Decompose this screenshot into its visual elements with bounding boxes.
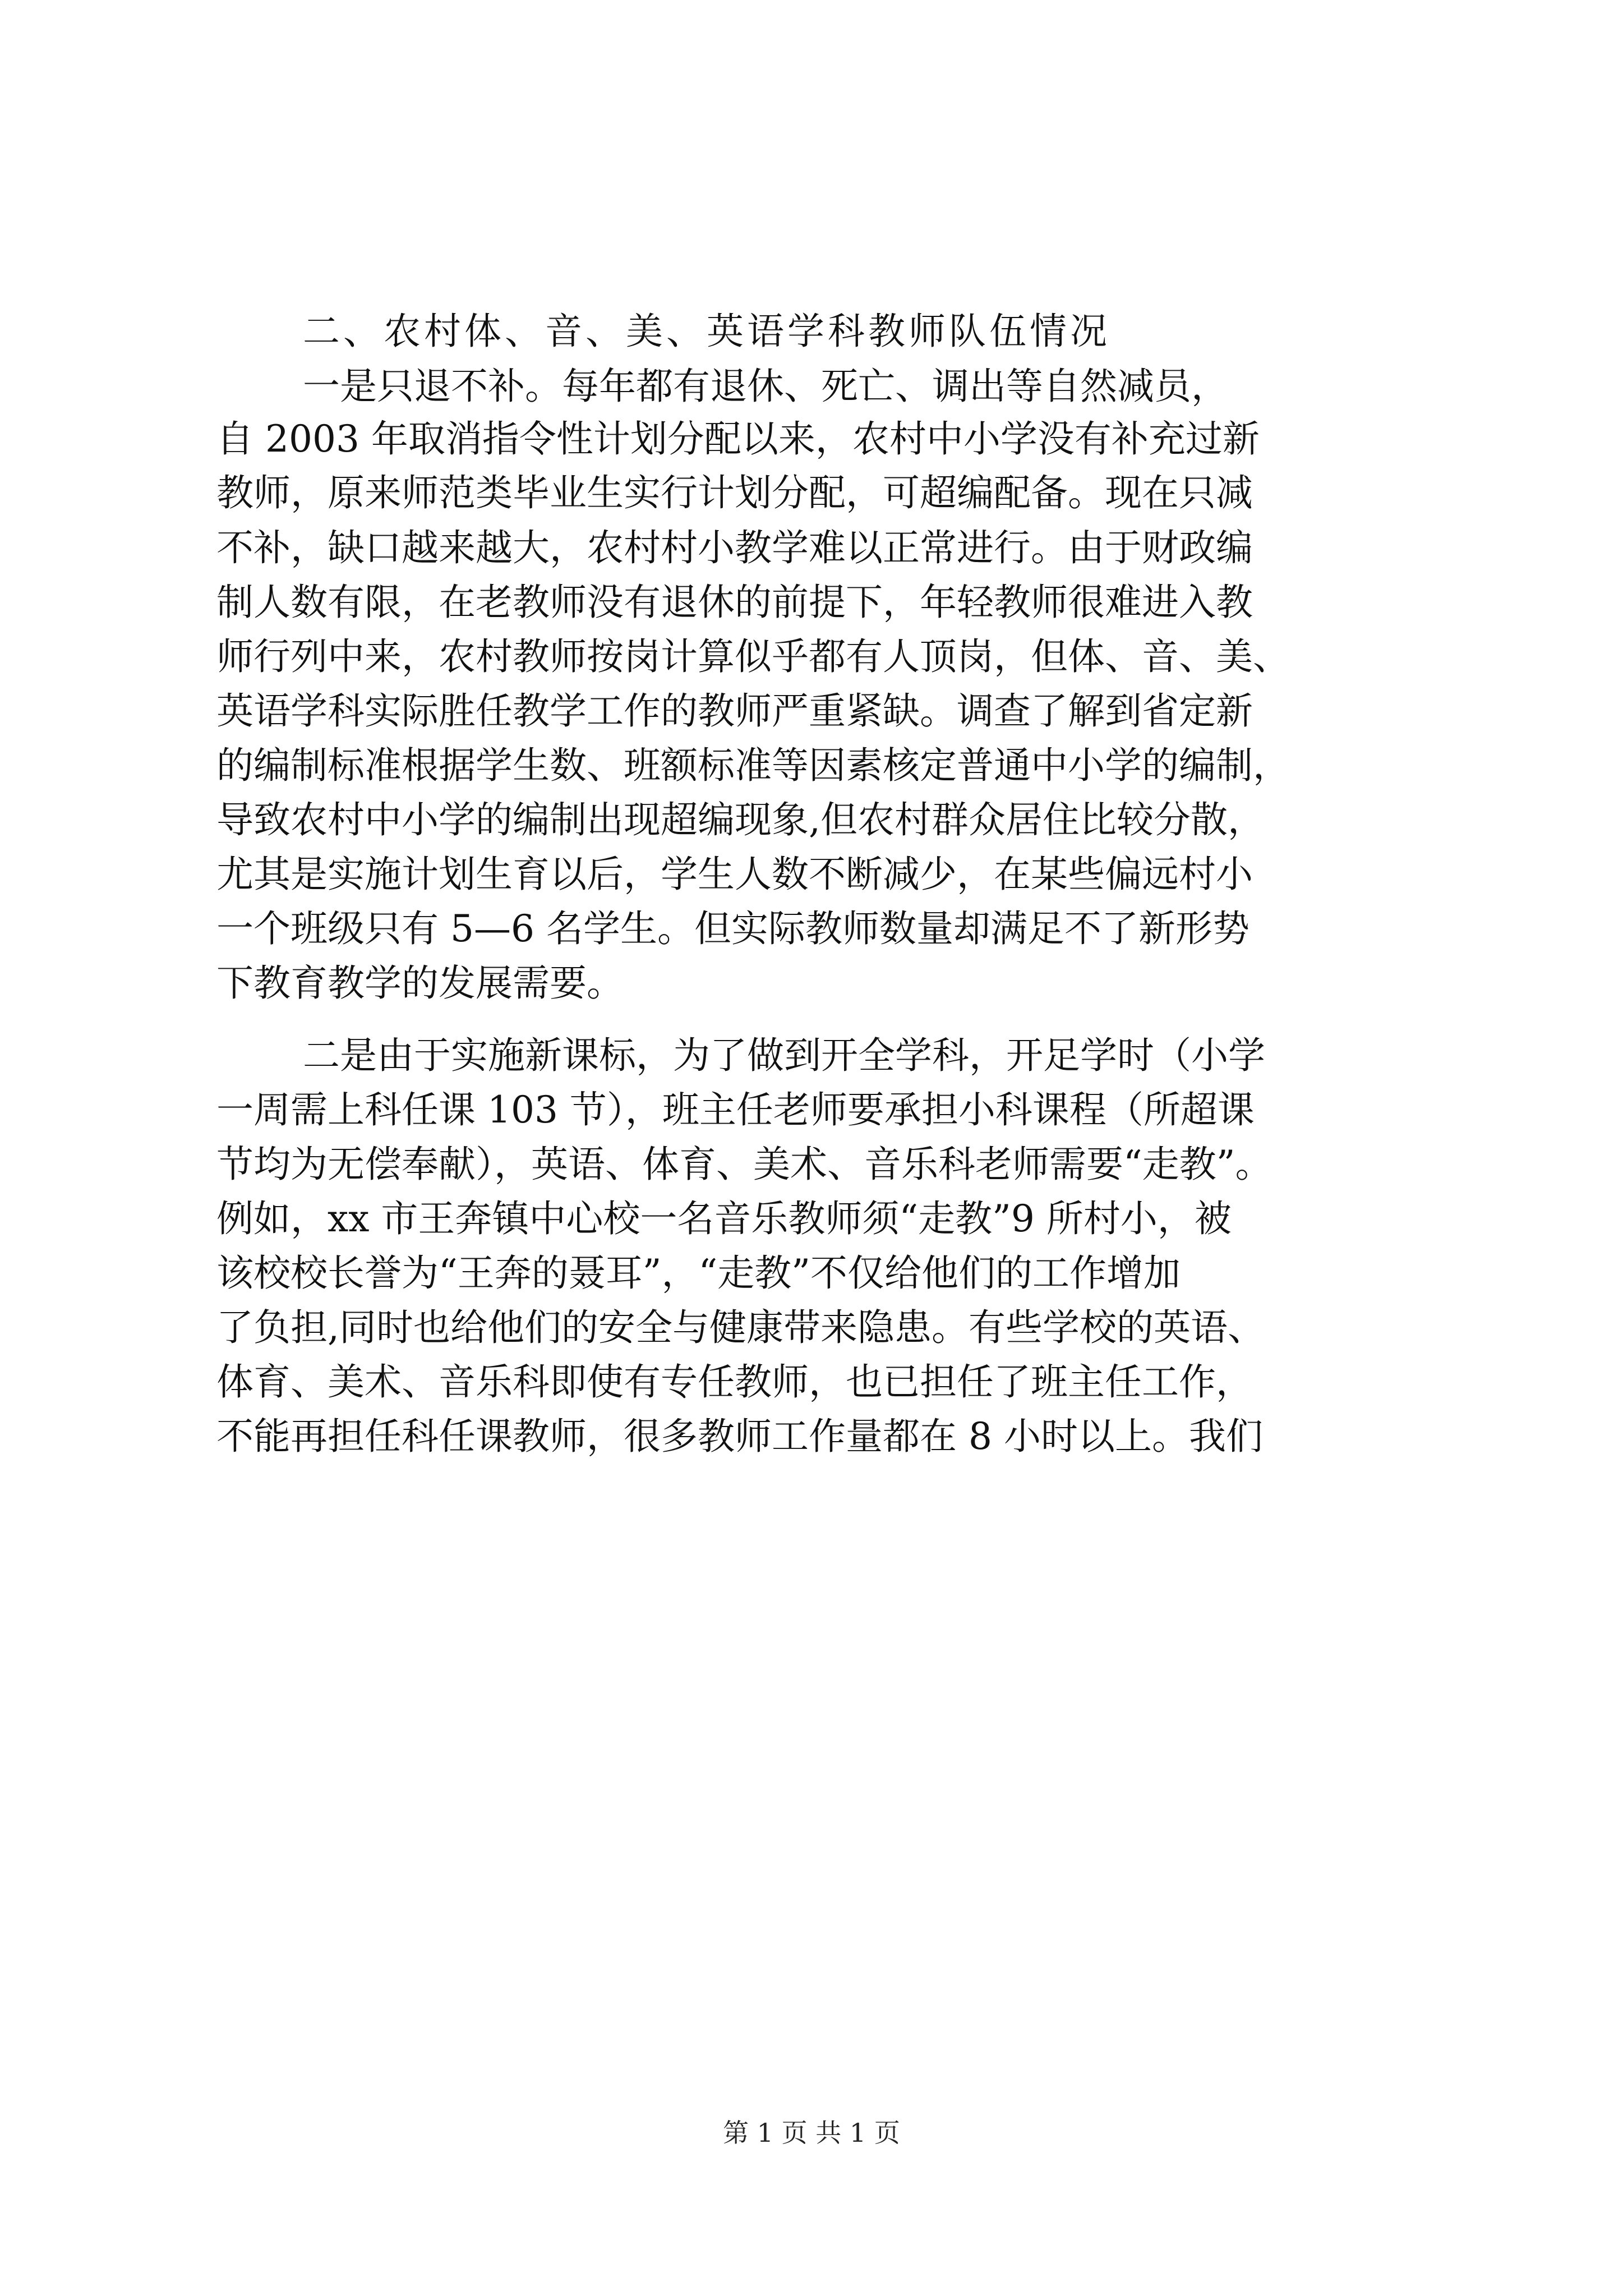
page-number-footer: 第 1 页 共 1 页 [723,2118,900,2148]
paragraph-line: 的编制标准根据学生数、班额标准等因素核定普通中小学的编制， [216,744,1290,787]
paragraph-line: 制人数有限，在老教师没有退休的前提下，年轻教师很难进入教 [216,581,1253,624]
paragraph-line: 不能再担任科任课教师，很多教师工作量都在 8 小时以上。我们 [216,1415,1263,1458]
paragraph-line: 导致农村中小学的编制出现超编现象,但农村群众居住比较分散， [216,798,1265,841]
paragraph-line: 了负担,同时也给他们的安全与健康带来隐患。有些学校的英语、 [216,1306,1265,1349]
paragraph-line: 英语学科实际胜任教学工作的教师严重紧缺。调查了解到省定新 [216,689,1253,733]
paragraph-line: 节均为无偿奉献），英语、体育、美术、音乐科老师需要“走教”。 [216,1143,1272,1186]
paragraph-line: 自 2003 年取消指令性计划分配以来，农村中小学没有补充过新 [216,417,1260,461]
paragraph-line: 体育、美术、音乐科即使有专任教师，也已担任了班主任工作， [216,1360,1253,1404]
paragraph-line: 下教育教学的发展需要。 [216,961,624,1005]
paragraph-line: 一个班级只有 5—6 名学生。但实际教师数量却满足不了新形势 [216,907,1249,950]
paragraph-line: 例如，xx 市王奔镇中心校一名音乐教师须“走教”9 所村小，被 [216,1197,1232,1240]
paragraph-line: 不补，缺口越来越大，农村村小教学难以正常进行。由于财政编 [216,526,1253,569]
paragraph-line: 一是只退不补。每年都有退休、死亡、调出等自然减员， [303,365,1228,408]
paragraph-line: 二是由于实施新课标，为了做到开全学科，开足学时（小学 [303,1034,1265,1077]
paragraph-line: 一周需上科任课 103 节），班主任老师要承担小科课程（所超课 [216,1088,1255,1131]
paragraph-line: 教师，原来师范类毕业生实行计划分配，可超编配备。现在只减 [216,471,1253,514]
paragraph-line: 尤其是实施计划生育以后，学生人数不断减少，在某些偏远村小 [216,853,1253,896]
section-heading: 二、农村体、音、美、英语学科教师队伍情况 [303,310,1110,353]
paragraph-line: 师行列中来，农村教师按岗计算似乎都有人顶岗，但体、音、美、 [216,635,1290,678]
paragraph-line: 该校校长誉为“王奔的聂耳”，“走教”不仅给他们的工作增加 [216,1251,1181,1295]
